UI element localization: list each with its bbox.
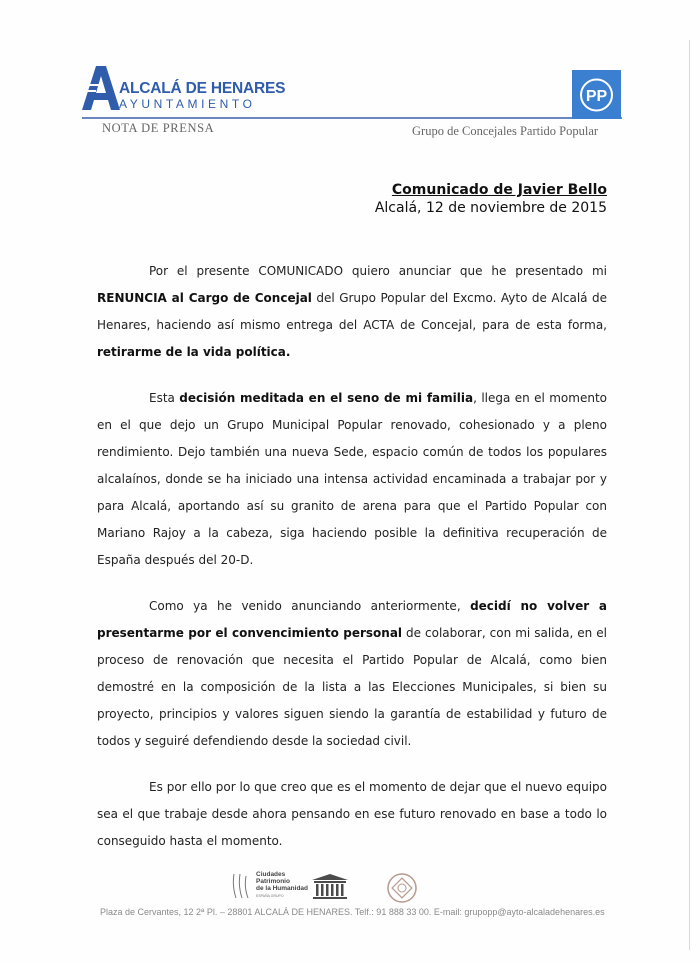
world-heritage-icon — [388, 874, 416, 902]
ciudades-line-4: ESPAÑA GRUPO — [256, 894, 284, 898]
paragraph-2 — [97, 385, 607, 574]
alcala-a-logo-icon — [82, 66, 122, 110]
paragraph-3-bold-b: decidí no volver a presentarme por el convencimiento personal — [97, 599, 607, 640]
paragraph-2-text-c: , llega en el momento en el que dejo un Grupo Municipal Popular renovado, cohesionado y a pleno rendimiento. Dejo también una nueva Sede, espacio común de todos los populares alcalaínos, donde se ha iniciado una intensa actividad encaminada a trabajar por y para Alcalá, aportando así su granito de arena para que el Partido Popular con Mariano Rajoy a la cabeza, siga haciendo posible la definitiva recuperación de España después del 20-D. — [97, 391, 607, 567]
paragraph-3 — [97, 593, 607, 755]
header-rule — [82, 117, 622, 119]
paragraph-2-text-a: Esta — [149, 391, 180, 405]
document-title: Comunicado de Javier Bello — [391, 182, 607, 198]
group-label: Grupo de Concejales Partido Popular — [412, 124, 599, 138]
paragraph-4-text-a: Es por ello por lo que creo que es el momento de dejar que el nuevo equipo sea el que trabaje desde ahora pensando en ese futuro renovado en base a todo lo conseguido hasta el momento. — [97, 780, 607, 848]
logo-subtitle: AYUNTAMIENTO — [119, 97, 256, 111]
footer-logos — [230, 866, 430, 906]
document-date: Alcalá, 12 de noviembre de 2015 — [374, 200, 607, 216]
paragraph-1-bold-b: RENUNCIA al Cargo de Concejal — [97, 291, 312, 305]
ciudades-line-3: de la Humanidad — [256, 885, 309, 892]
page-edge-line — [689, 40, 690, 950]
unesco-icon — [312, 874, 348, 899]
paragraph-3-text-a: Como ya he venido anunciando anteriormente, — [149, 599, 471, 613]
footer-address: Plaza de Cervantes, 12 2ª Pl. – 28801 ALCALÁ DE HENARES. Telf.: 91 888 33 00. E-mail: grupopp@ayto-alcaladehenares.es — [100, 907, 605, 917]
ciudades-patrimonio-icon — [233, 871, 308, 898]
paragraph-1-text-c: del Grupo Popular del Excmo. Ayto de Alcalá de Henares, haciendo así mismo entrega del ACTA de Concejal, para de esta forma, — [97, 291, 608, 332]
pp-logo-text: PP — [585, 88, 608, 105]
paragraph-3-text-c: de colaborar, con mi salida, en el proceso de renovación que necesita el Partido Popular de Alcalá, como bien demostré en la composición de la lista a las Elecciones Municipales, si bien su proyecto, principios y valores siguen siendo la garantía de estabilidad y futuro de todos y seguiré defendiendo desde la sociedad civil. — [97, 626, 607, 748]
paragraph-1-text-a: Por el presente COMUNICADO quiero anunciar que he presentado mi — [149, 264, 607, 278]
paragraph-4 — [97, 774, 607, 855]
paragraph-1-bold-d: retirarme de la vida política. — [97, 345, 291, 359]
logo-title: ALCALÁ DE HENARES — [119, 80, 286, 97]
paragraph-1 — [97, 258, 607, 366]
press-label: NOTA DE PRENSA — [102, 121, 215, 135]
ciudades-line-2: Patrimonio — [256, 878, 290, 885]
ciudades-line-1: Ciudades — [256, 871, 286, 878]
document-body — [97, 258, 607, 874]
pp-logo-icon — [572, 70, 621, 119]
paragraph-2-bold-b: decisión meditada en el seno de mi familia — [179, 391, 474, 405]
